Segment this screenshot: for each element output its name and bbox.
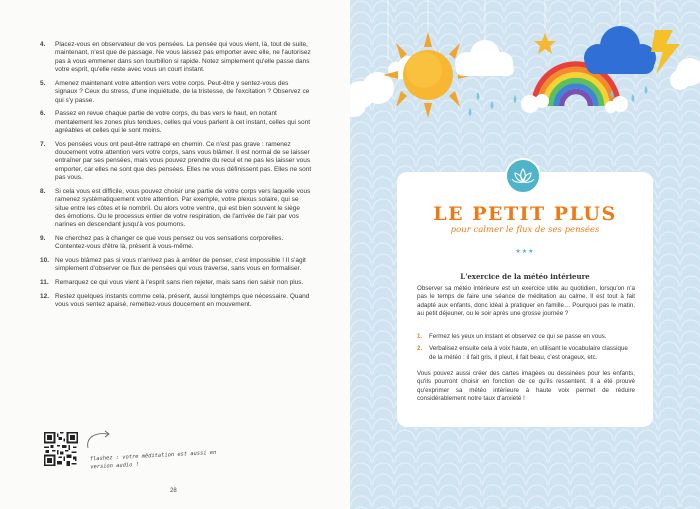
step-number: 10. <box>40 257 50 265</box>
meditation-steps-list <box>40 41 312 315</box>
step-number: 5. <box>40 79 46 87</box>
star-icon <box>534 33 556 54</box>
step-number: 1. <box>417 333 423 340</box>
step-text: Passez en revue chaque partie de votre corps, du bas vers le haut, en notant mentalement les zones plus tendues, celles qui vous parlent à cet instant, celles qui sont agréables et celles qui le sont moins. <box>55 110 311 135</box>
star-divider: ★★★ <box>515 249 535 255</box>
qr-code-icon[interactable] <box>44 432 78 466</box>
step-text: Ne vous blâmez pas si vous n'arrivez pas à arrêter de penser, c'est impossible ! Il s'agit simplement d'observer ce flux de pensées qui vous traverse, sans vous en formaliser. <box>55 257 306 273</box>
step-text: Vos pensées vous ont peut-être rattrapé en chemin. Ce n'est pas grave : ramenez doucement votre attention vers votre corps, sans vous blâmer. Il est normal de se laisser entraîner par ses pensées, mais vous pouvez prendre du recul et ne pas les laisser vous emporter, car elles ne sont que des pensées. Elles ne vous définissent pas. Elles ne sont pas vous. <box>55 140 312 182</box>
audio-note: flashez : votre méditation est aussi en version audio ! <box>89 449 217 471</box>
step-text: Ne cherchez pas à changer ce que vous pensez ou vos sensations corporelles. Contentez-vous d'être là, présent à vous-même. <box>55 235 284 251</box>
step-text: Placez-vous en observateur de vos pensées. La pensée qui vous vient, là, tout de suite, maintenant, n'est que de passage. Ne vous laissez pas emporter avec elle, ne l'autorisez pas à vous emmener dans son tourbillon si rapide. Notez simplement qu'elle passe dans votre esprit, qu'elle reste avec vous un court instant. <box>55 41 311 74</box>
list-item <box>40 279 312 287</box>
exercise-steps <box>417 333 635 366</box>
page-number: 28 <box>170 488 177 494</box>
weather-illustration <box>350 0 700 170</box>
list-item <box>40 141 312 183</box>
step-number: 6. <box>40 110 46 118</box>
storm-cloud-icon <box>584 26 656 74</box>
list-item <box>40 80 312 105</box>
step-number: 7. <box>40 140 46 148</box>
outro-paragraph: Vous pouvez aussi créer des cartes imagées ou dessinées pour les enfants, qu'ils pourront choisir en fonction de ce qu'ils ressentent. Il a été prouvé qu'exprimer sa météo intérieure à haute voix permet de réduire considérablement notre taux d'anxiété ! <box>417 370 635 402</box>
list-item <box>40 188 312 230</box>
step-number: 9. <box>40 235 46 243</box>
step-text: Fermez les yeux un instant et observez ce qui se passe en vous. <box>429 333 607 340</box>
step-number: 8. <box>40 187 46 195</box>
list-item <box>40 293 312 310</box>
step-number: 12. <box>40 292 50 300</box>
lightning-icon <box>651 30 680 74</box>
cloud-icon <box>350 72 394 117</box>
cloud-icon <box>455 40 514 76</box>
list-item <box>40 235 312 252</box>
intro-paragraph: Observer sa météo intérieure est un exercice utile au quotidien, lorsqu'on n'a pas le temps de faire une séance de méditation au calme. Il est tout à fait adapté aux enfants, donc idéal à pratiquer en famille… Pourquoi pas le matin, au petit déjeuner, ou le soir après une grosse journée ? <box>417 285 635 317</box>
step-text: Verbalisez ensuite cela à voix haute, en utilisant le vocabulaire classique de la météo : il fait gris, il pleut, il fait beau, c'est orageux, etc. <box>429 345 628 361</box>
step-text: Remarquez ce qui vous vient à l'esprit sans rien rejeter, mais sans rien saisir non plus. <box>55 279 304 287</box>
step-text: Si cela vous est difficile, vous pouvez choisir une partie de votre corps vers laquelle vous ramenez systématiquement votre attention. Par exemple, votre plexus solaire, qui se situe entre les côtes et le nombril. Ou alors votre ventre, qui est bien souvent le siège des émotions. Ou le processus entier de votre respiration, de l'arrivée de l'air par vos narines en descendant jusqu'à vos poumons. <box>55 187 311 229</box>
list-item <box>40 41 312 75</box>
list-item <box>417 345 635 362</box>
lotus-badge <box>505 158 541 194</box>
step-text: Restez quelques instants comme cela, présent, aussi longtemps que nécessaire. Quand vous vous sentez apaisé, remettez-vous doucement en mouvement. <box>55 292 310 309</box>
step-text: Amenez maintenant votre attention vers votre corps. Peut-être y sentez-vous des signaux ? Ceux du stress, d'une inquiétude, de la tristesse, de l'excitation ? Observez ce qui s'y passe. <box>55 79 310 104</box>
raindrop-icon <box>469 92 517 116</box>
step-number: 4. <box>40 41 46 48</box>
lotus-icon <box>507 160 539 192</box>
curved-arrow-icon <box>84 428 114 450</box>
step-number: 2. <box>417 345 423 353</box>
card-title: LE PETIT PLUS <box>433 203 617 225</box>
list-item <box>417 333 635 341</box>
list-item <box>40 110 312 135</box>
step-number: 11. <box>40 279 49 287</box>
list-item <box>40 257 312 274</box>
card-subtitle: pour calmer le flux de ses pensées <box>450 225 600 235</box>
cloud-icon <box>670 58 700 90</box>
exercise-heading: L'exercice de la météo intérieure <box>460 272 590 281</box>
